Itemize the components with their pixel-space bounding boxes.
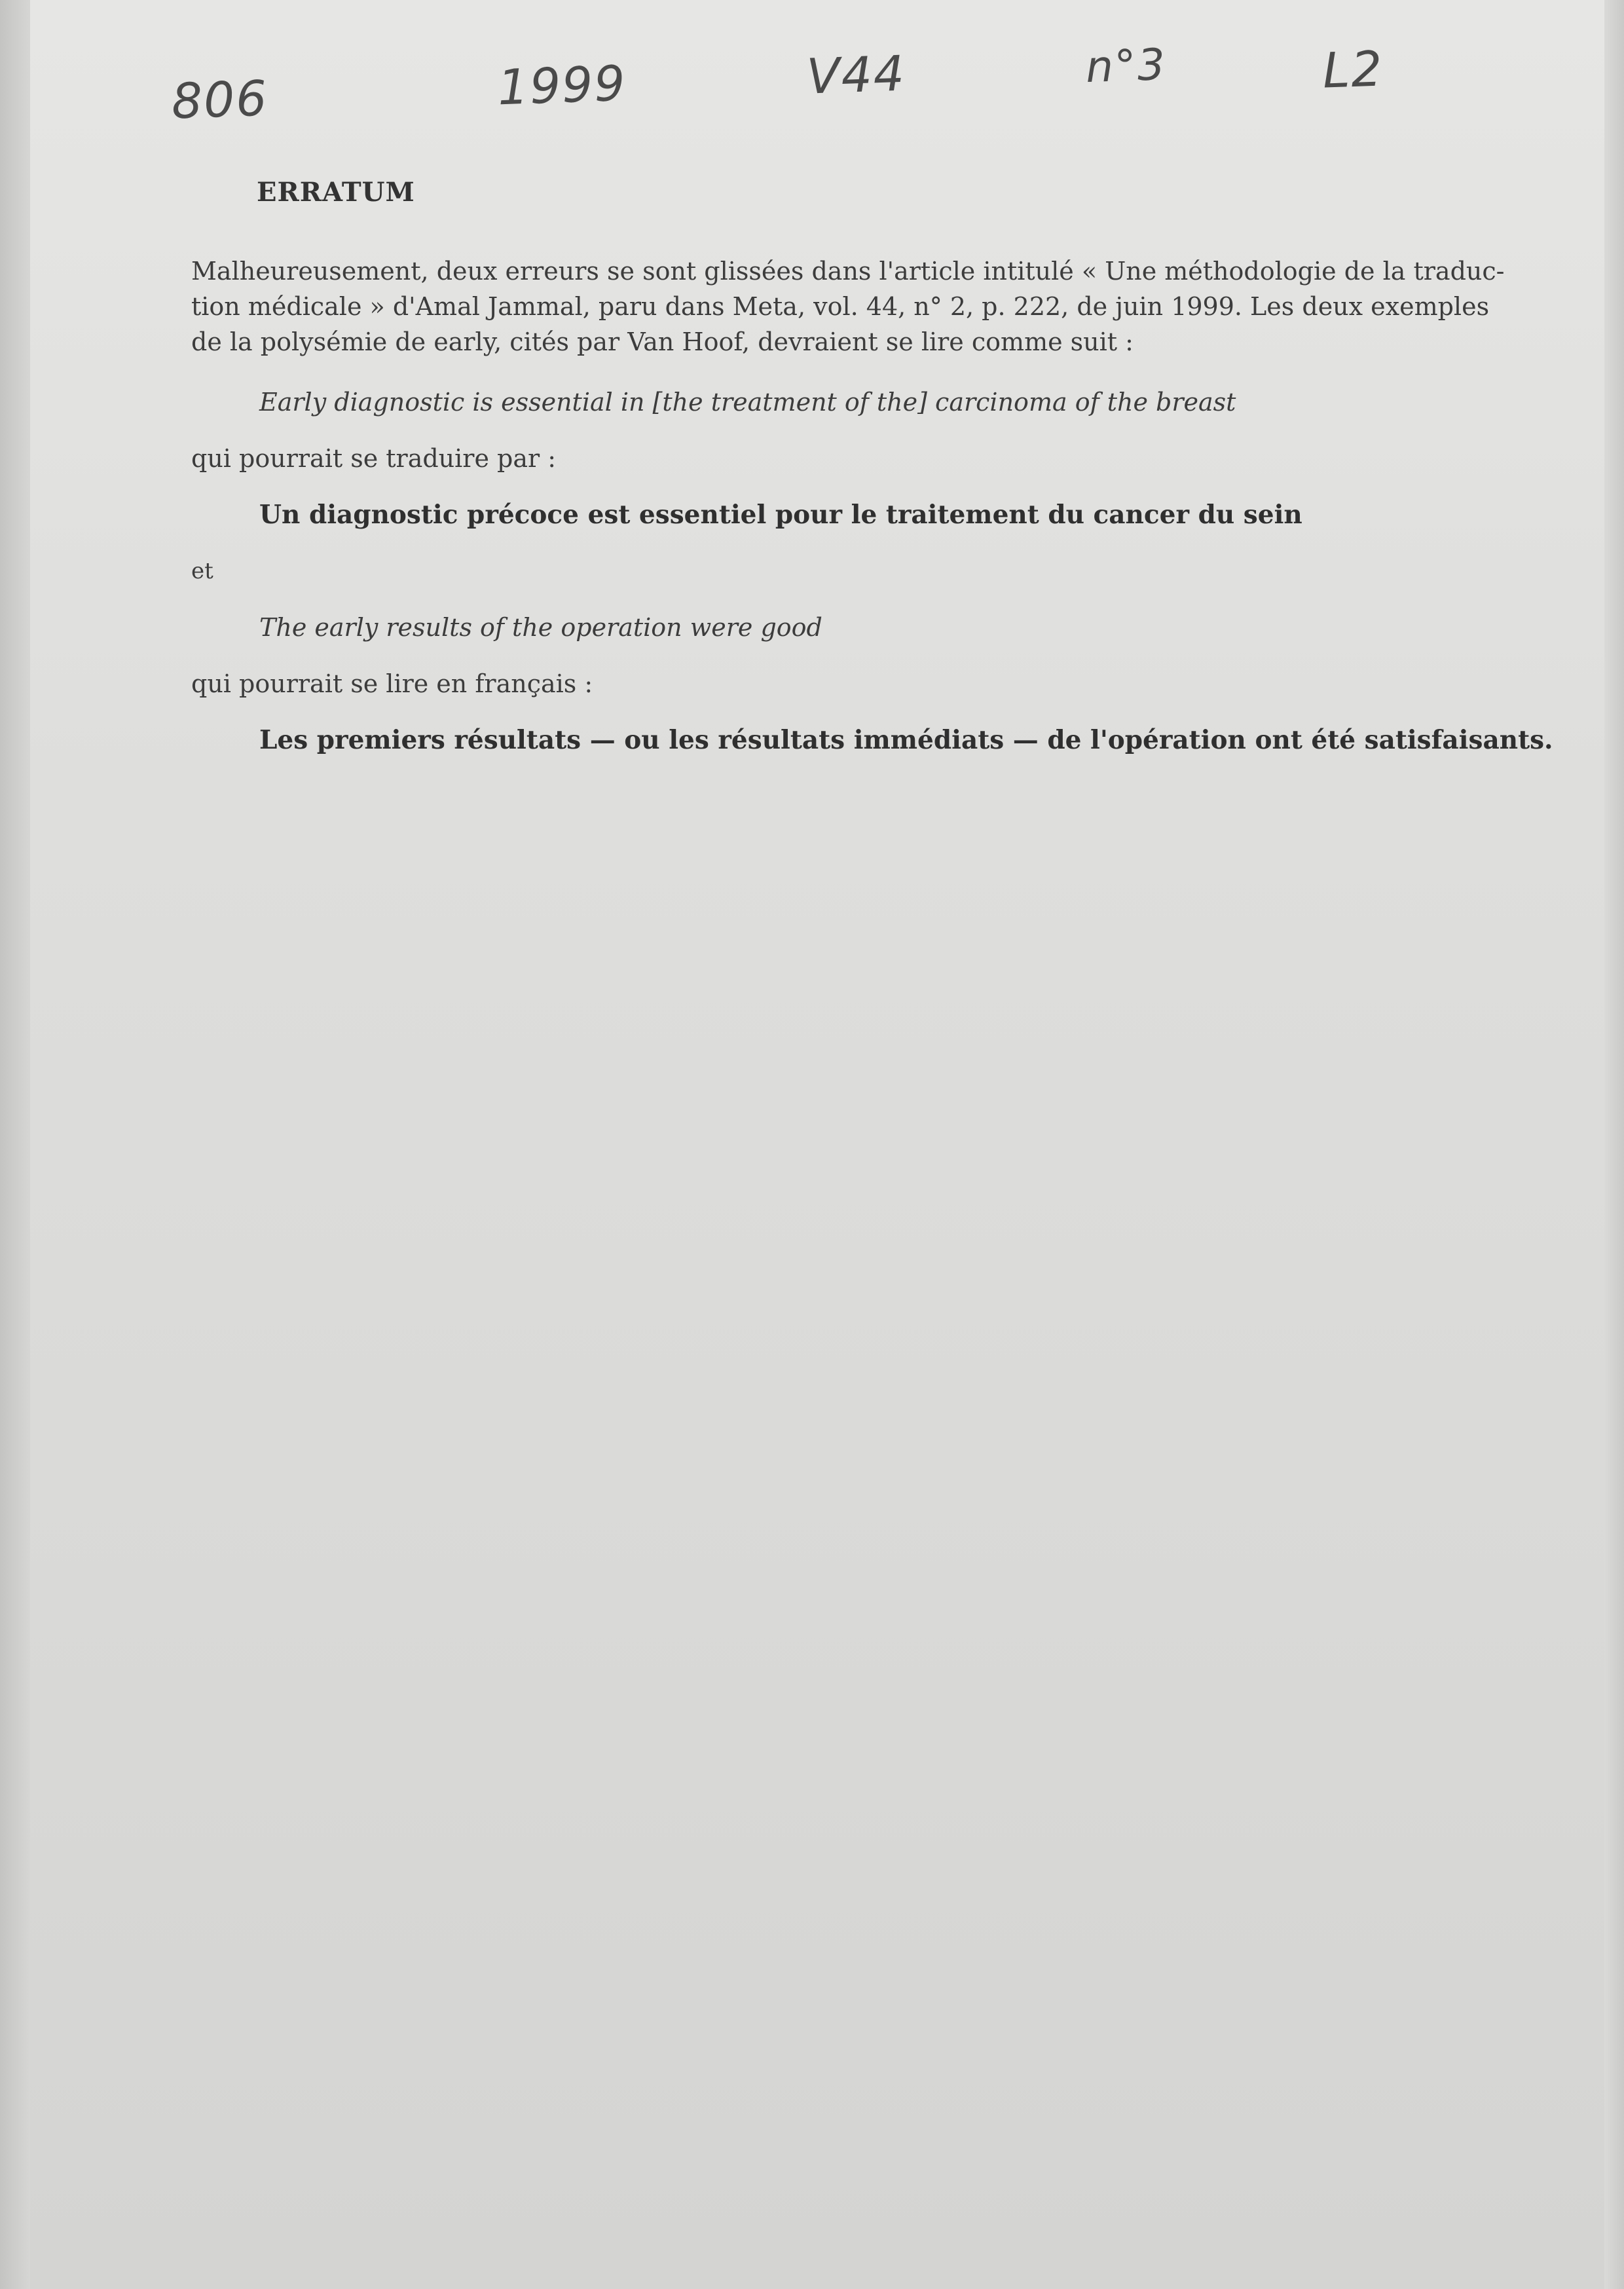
connector-translate: qui pourrait se traduire par : [191,444,557,473]
page-right-edge-shadow [1604,0,1624,2289]
intro-line-3: de la polysémie de early, cités par Van Hoof, devraient se lire comme suit : [191,327,1134,356]
page-left-edge-shadow [0,0,30,2289]
example-1-french: Un diagnostic précoce est essentiel pour le traitement du cancer du sein [259,500,1302,530]
handwritten-note-5: L2 [1321,41,1384,100]
handwritten-note-1: 806 [170,70,269,130]
article-body [191,177,1553,779]
intro-paragraph [191,253,1505,360]
example-2-french: Les premiers résultats — ou les résultats immédiats — de l'opération ont été satisfaisants. [259,725,1553,755]
intro-line-2: tion médicale » d'Amal Jammal, paru dans Meta, vol. 44, n° 2, p. 222, de juin 1999. Les deux exemples [191,292,1490,321]
handwritten-note-2: 1999 [496,55,627,117]
handwritten-note-4: n°3 [1084,39,1168,93]
example-2-english: The early results of the operation were good [259,613,822,642]
erratum-heading: ERRATUM [257,177,415,208]
intro-line-1: Malheureusement, deux erreurs se sont glissées dans l'article intitulé « Une méthodologie de la traduc- [191,257,1505,286]
connector-et: et [191,558,213,584]
connector-read: qui pourrait se lire en français : [191,669,593,698]
handwritten-note-3: V44 [805,45,907,105]
example-1-english: Early diagnostic is essential in [the treatment of the] carcinoma of the breast [259,388,1236,417]
